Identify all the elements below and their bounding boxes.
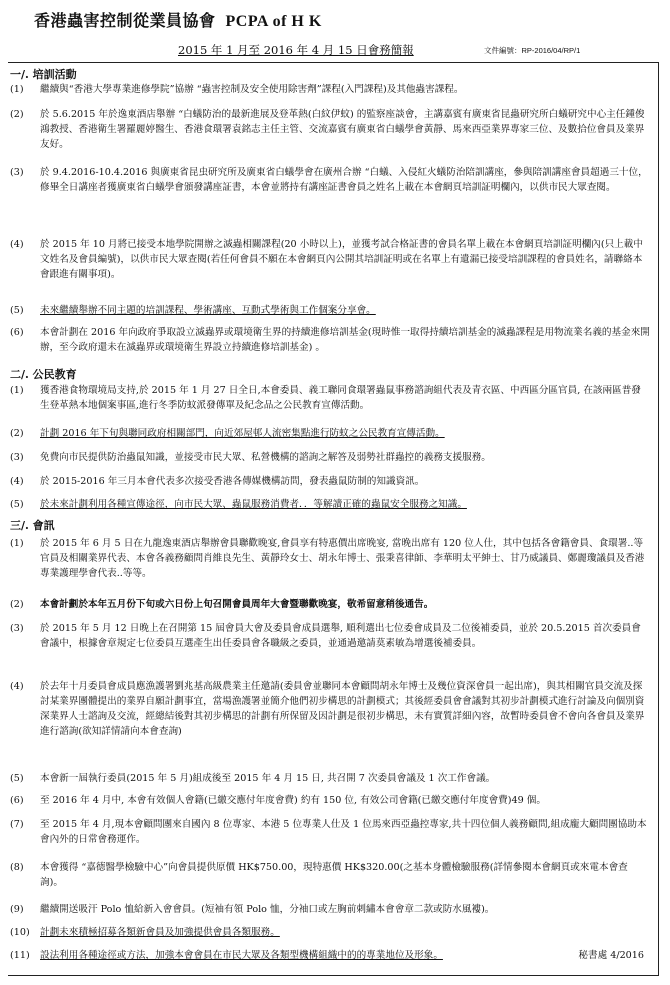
item-number: (3) bbox=[10, 452, 24, 463]
list-item bbox=[10, 237, 650, 282]
item-text: 獲香港食物環境局支持,於 2015 年 1 月 27 日全日,本會委員、義工聯同食環署蟲鼠事務諮詢組代表及青衣區、中西區分區官員, 在該兩區普發生登革熱本地個案事區,進行冬季防蚊派發傳單及紀念品之公民教育宣傳活動。 bbox=[40, 385, 641, 411]
item-text: 於 2015 年 6 月 5 日在九龍逸東酒店舉辦會員聯歡晚宴,會員享有特惠價出席晚宴, 當晚出席有 120 位人仕，其中包括各會籍會員、食環署..等官員及相關業界代表、本會各義務顧問肖維良先生、黃靜玲女士、胡永年博士、張秉喜律師、李華明太平紳士、甘乃威議員、鄭麗瓊議員及香港專業護理學會代表..等等。 bbox=[40, 538, 645, 579]
item-text: 未來繼續舉辦不同主題的培訓課程、學術講座、互動式學術與工作個案分享會。 bbox=[40, 305, 376, 316]
list-item bbox=[10, 82, 650, 97]
item-number: (5) bbox=[10, 305, 24, 316]
list-item bbox=[10, 107, 650, 152]
item-number: (5) bbox=[10, 499, 24, 510]
list-item bbox=[10, 165, 650, 195]
list-item bbox=[10, 860, 650, 890]
item-number: (6) bbox=[10, 795, 24, 806]
item-number: (5) bbox=[10, 773, 24, 784]
item-number: (6) bbox=[10, 327, 24, 338]
item-text: 於 5.6.2015 年於逸東酒店舉辦 “白蟻防治的最新進展及登革熱(白紋伊蚊) 的監察座談會，主講嘉賓有廣東省昆蟲研究所白蟻研究中心主任鍾俊鴻教授、香港衛生署羅麗婷醫生、香港食環署袁銘志主任主管、交流嘉賓有廣東省白蟻學會黃靜、馬來西亞業界專家三位、及數拾位會員及業界友好。 bbox=[40, 109, 645, 150]
item-number: (10) bbox=[10, 927, 30, 938]
item-text: 於 9.4.2016-10.4.2016 與廣東省昆虫研究所及廣東省白蟻學會在廣州合辦 “白蟻、入侵紅火蟻防治陪訓講座，參與陪訓講座會員超過三十位，修畢全日講座者獲廣東省白蟻學會頒發講座証書，本會並將持有講座証書會員之姓名上載在本會網頁培訓証明欄內，以供市民大眾查閱。 bbox=[40, 167, 648, 193]
section-heading: 三/. 會訊 bbox=[10, 519, 55, 532]
item-text: 於未來計劃利用各種宣傳途徑，向市民大眾、蟲鼠服務消費者．．等解讀正確的蟲鼠安全服務之知識。 bbox=[40, 499, 467, 510]
item-number: (4) bbox=[10, 681, 24, 692]
list-item bbox=[10, 536, 650, 581]
item-text: 於去年十月委員會成員應漁護署劉兆基高級農業主任邀請(委員會並聯同本會顧問胡永年博士及幾位資深會員一起出席)，與其相關官員交流及探討某業界團體提出的業界自願計劃事宜，當場漁護署並簡介他們初步構思的計劃模式；其後經委員會會議對其初步計劃模式進行討論及向個別資深業界人士諮詢及交流，經總結後對其初步構思的計劃有所保留及因計劃是很初步構思，未有實質詳細內容，故暫時委員會不會向各會員及業界進行諮詢(欲知詳情請向本會查詢) bbox=[40, 681, 645, 737]
list-item bbox=[10, 817, 650, 847]
list-item bbox=[10, 771, 650, 786]
list-item bbox=[10, 474, 650, 489]
section-heading: 二/. 公民教育 bbox=[10, 368, 77, 381]
list-item bbox=[10, 902, 650, 917]
item-number: (3) bbox=[10, 167, 24, 178]
item-text: 設法利用各種途徑或方法，加強本會會員在市民大眾及各類型機構組織中的的專業地位及形象。 bbox=[40, 950, 443, 961]
list-item bbox=[10, 426, 650, 441]
item-number: (4) bbox=[10, 239, 24, 250]
title-chinese: 香港蟲害控制從業員協會 bbox=[34, 11, 216, 30]
list-item bbox=[10, 383, 650, 413]
item-text: 計劃 2016 年下旬與聯同政府相關部門，向近郊屋邨人流密集點進行防蚊之公民教育宣傳活動。 bbox=[40, 428, 445, 439]
item-text: 繼續與“香港大學專業進修學院”協辦 “蟲害控制及安全使用除害劑”課程(入門課程)及其他蟲害課程。 bbox=[40, 84, 464, 95]
item-number: (1) bbox=[10, 538, 24, 549]
item-text: 於 2015-2016 年三月本會代表多次接受香港各傳媒機構訪問，發表蟲鼠防制的知識資訊。 bbox=[40, 476, 425, 487]
item-number: (11) bbox=[10, 950, 30, 961]
document-subtitle: 2015 年 1 月至 2016 年 4 月 15 日會務簡報 bbox=[178, 43, 414, 57]
item-text: 本會計劃於本年五月份下旬或六日份上旬召開會員周年大會暨聯歡晚宴，敬希留意稍後通告。 bbox=[40, 599, 434, 610]
item-text: 於 2015 年 5 月 12 日晚上在召開第 15 屆會員大會及委員會成員選舉, 順利選出七位委會成員及二位後補委員，並於 20.5.2015 首次委員會會議中，根據會章規定七位委員互選產生出任委員會各職級之委員，並通過邀請莫素敏為增選後補委員。 bbox=[40, 623, 641, 649]
item-number: (1) bbox=[10, 385, 24, 396]
list-item bbox=[10, 497, 650, 512]
item-text: 免費向市民提供防治蟲鼠知識，並接受市民大眾、私營機構的諮詢之解答及弱勢社群蟲控的義務支援服務。 bbox=[40, 452, 491, 463]
list-item bbox=[10, 948, 650, 963]
secretariat-signature: 秘書處 4/2016 bbox=[578, 950, 644, 961]
document-reference: 文件編號：RP-2016/04/RP/1 bbox=[484, 46, 581, 55]
item-text: 計劃未來積極招募各類新會員及加強提供會員各類服務。 bbox=[40, 927, 280, 938]
item-text: 本會計劃在 2016 年向政府爭取設立滅蟲界或環境衛生界的持續進修培訓基金(現時惟一取得持續培訓基金的滅蟲課程是用物流業名義的基金來開辦，至今政府還未在滅蟲界或環境衛生界設立持續進修培訓基金) 。 bbox=[40, 327, 650, 353]
list-item bbox=[10, 325, 650, 355]
item-number: (3) bbox=[10, 623, 24, 634]
item-text: 繼續開送吸汗 Polo 恤給新入會會員。(短袖有領 Polo 恤，分袖口或左胸前刺繡本會會章二款或防水風褸)。 bbox=[40, 904, 495, 915]
list-item bbox=[10, 597, 650, 612]
list-item bbox=[10, 450, 650, 465]
section-heading: 一/. 培訓活動 bbox=[10, 68, 77, 81]
item-text: 至 2015 年 4 月,現本會顧問團來自國內 8 位專家、本港 5 位專業人仕及 1 位馬來西亞蟲控專家,共十四位個人義務顧問,組成龐大顧問團協助本會內外的日常會務運作。 bbox=[40, 819, 647, 845]
item-number: (4) bbox=[10, 476, 24, 487]
item-text: 本會獲得 “嘉德醫學檢驗中心”向會員提供原價 HK$750.00，現特惠價 HK$320.00(之基本身體檢驗服務(詳情參閱本會網頁或來電本會查詢)。 bbox=[40, 862, 628, 888]
item-number: (9) bbox=[10, 904, 24, 915]
list-item bbox=[10, 793, 650, 808]
item-text: 於 2015 年 10 月將已接受本地學院開辦之滅蟲相關課程(20 小時以上)，並獲考試合格証書的會員名單上載在本會網頁培訓証明欄內(只上載中文姓名及會員編號)，以供市民大眾查閱(若任何會員不願在本會網頁內公開其培訓証明或在名單上有遺漏已接受培訓課程的會員姓名，請聯絡本會跟進有關事項)。 bbox=[40, 239, 643, 280]
item-number: (2) bbox=[10, 599, 24, 610]
item-number: (2) bbox=[10, 109, 24, 120]
item-number: (7) bbox=[10, 819, 24, 830]
item-number: (8) bbox=[10, 862, 24, 873]
list-item bbox=[10, 679, 650, 739]
item-number: (1) bbox=[10, 84, 24, 95]
item-number: (2) bbox=[10, 428, 24, 439]
item-text: 至 2016 年 4 月中, 本會有效個人會籍(已繳交應付年度會費) 約有 150 位, 有效公司會籍(已繳交應付年度會費)49 個。 bbox=[40, 795, 546, 806]
item-text: 本會新一屆執行委員(2015 年 5 月)組成後至 2015 年 4 月 15 日, 共召開 7 次委員會議及 1 次工作會議。 bbox=[40, 773, 496, 784]
title-english: PCPA of H K bbox=[225, 13, 322, 30]
document-title bbox=[34, 8, 322, 31]
list-item bbox=[10, 621, 650, 651]
list-item bbox=[10, 925, 650, 940]
list-item bbox=[10, 303, 650, 318]
